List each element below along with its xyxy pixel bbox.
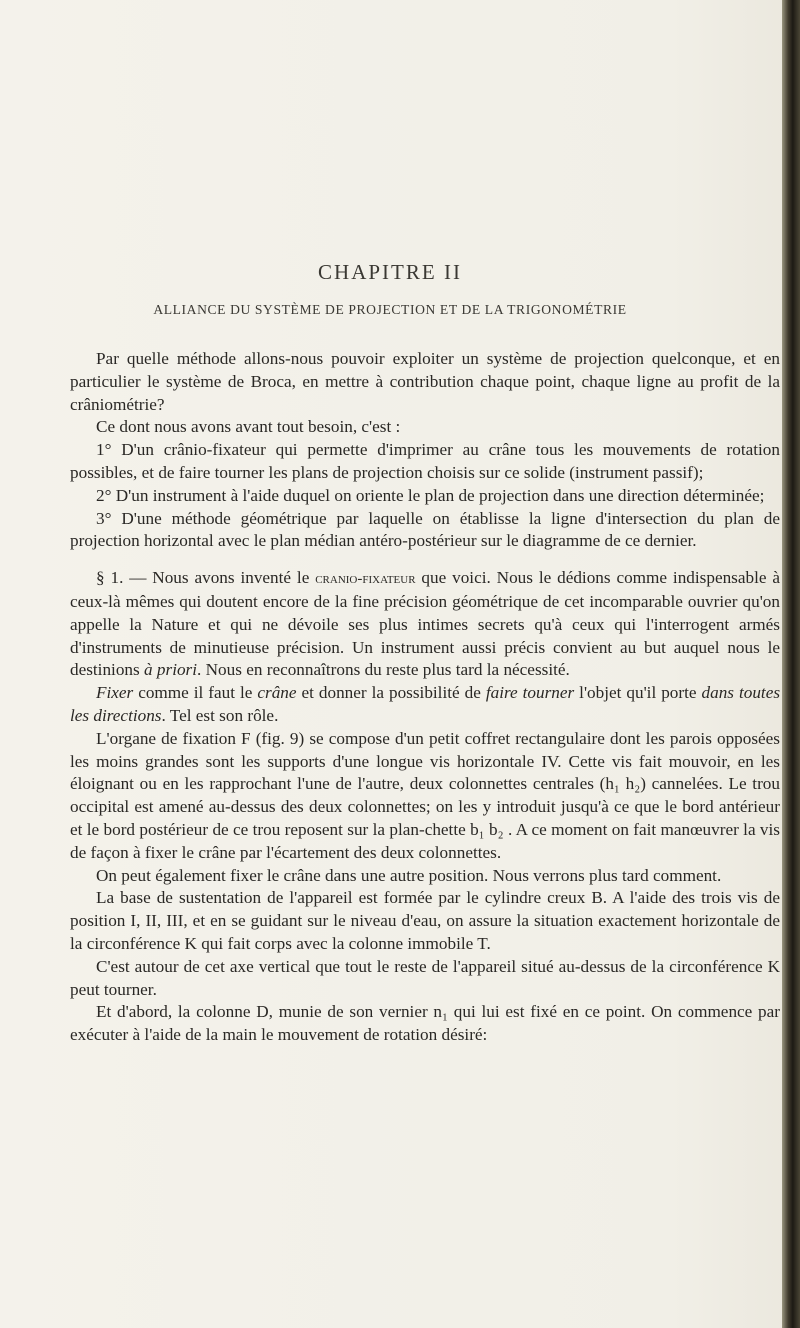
paragraph-column: Et d'abord, la colonne D, munie de son vernier n₁ qui lui est fixé en ce point. On commence par exécuter à l'aide de la main le mouvement de rotation désiré: bbox=[70, 1002, 780, 1045]
term-cranio-fixateur: cranio-fixateur bbox=[315, 571, 416, 588]
book-spine-edge bbox=[782, 0, 800, 1328]
emphasis-faire-tourner: faire tourner bbox=[485, 683, 575, 703]
section-text: § 1. — Nous avons inventé le bbox=[96, 568, 316, 588]
paragraph-item-1: 1° D'un crânio-fixateur qui permette d'imprimer au crâne tous les mouvements de rotation possibles, et de faire tourner les plans de projection choisis sur ce solide (instrument passif); bbox=[70, 440, 780, 482]
page-body bbox=[70, 348, 780, 1047]
paragraph-axis: C'est autour de cet axe vertical que tout le reste de l'appareil situé au-dessus de la circonférence K peut tourner. bbox=[70, 956, 780, 999]
chapter-heading: CHAPITRE II bbox=[318, 260, 462, 284]
role-text: l'objet qu'il porte bbox=[574, 683, 702, 703]
paragraph-other-position: On peut également fixer le crâne dans une autre position. Nous verrons plus tard comment. bbox=[96, 865, 722, 885]
paragraph-needs: Ce dont nous avons avant tout besoin, c'est : bbox=[96, 417, 401, 437]
chapter-subtitle: ALLIANCE DU SYSTÈME DE PROJECTION ET DE LA TRIGONOMÉTRIE bbox=[153, 302, 627, 317]
emphasis-crane: crâne bbox=[257, 683, 297, 703]
paragraph-item-2: 2° D'un instrument à l'aide duquel on oriente le plan de projection dans une direction déterminée; bbox=[96, 485, 765, 505]
emphasis-fixer: Fixer bbox=[96, 683, 134, 703]
role-text: et donner la possibilité de bbox=[296, 683, 486, 703]
paragraph-section-1 bbox=[70, 567, 780, 682]
emphasis-a-priori: à priori bbox=[144, 660, 198, 680]
paragraph-role bbox=[70, 682, 780, 728]
emphasis-directions: dans toutes les directions bbox=[70, 683, 781, 725]
role-text: . Tel est son rôle. bbox=[161, 705, 279, 725]
role-text: comme il faut le bbox=[133, 683, 258, 703]
paragraph-intro: Par quelle méthode allons-nous pouvoir exploiter un système de projection quelconque, et en particulier le système de Broca, en mettre à contribution chaque point, chaque ligne au profit de la crâniométrie? bbox=[70, 349, 780, 414]
section-text: que voici. Nous le dédions comme indispensable à ceux-là mêmes qui doutent encore de la fine précision géométrique de cet incomparable ouvrier qu'on appelle la Nature et qui ne dévoile ses plus intimes secrets qu'à ceux qui l'interrogent armés d'instruments de minutieuse précision. Un instrument aussi précis convient au but auquel nous le destinions bbox=[70, 568, 780, 680]
paragraph-fixation: L'organe de fixation F (fig. 9) se compose d'un petit coffret rectangulaire dont les parois opposées les moins grandes sont les supports d'une longue vis horizontale IV. Cette vis fait mouvoir, en les éloignant ou en les rapprochant l'une de l'autre, deux colonnettes centrales (h₁ h₂) cannelées. Le trou occipital est amené au-dessus des deux colonnettes; on les y introduit jusqu'à ce que le bord antérieur et le bord postérieur de ce trou reposent sur la plan-chette b₁ b₂ . A ce moment on fait manœuvrer la vis de façon à fixer le crâne par l'écartement des deux colonnettes. bbox=[70, 728, 780, 862]
section-text: . Nous en reconnaîtrons du reste plus tard la nécessité. bbox=[197, 660, 570, 680]
paragraph-item-3: 3° D'une méthode géométrique par laquelle on établisse la ligne d'intersection du plan de projection horizontal avec le plan médian antéro-postérieur sur le diagramme de ce dernier. bbox=[70, 508, 780, 551]
paragraph-base: La base de sustentation de l'appareil est formée par le cylindre creux B. A l'aide des trois vis de position I, II, III, et en se guidant sur le niveau d'eau, on assure la situation exactement horizontale de la circonférence K qui fait corps avec la colonne immobile T. bbox=[70, 888, 780, 953]
